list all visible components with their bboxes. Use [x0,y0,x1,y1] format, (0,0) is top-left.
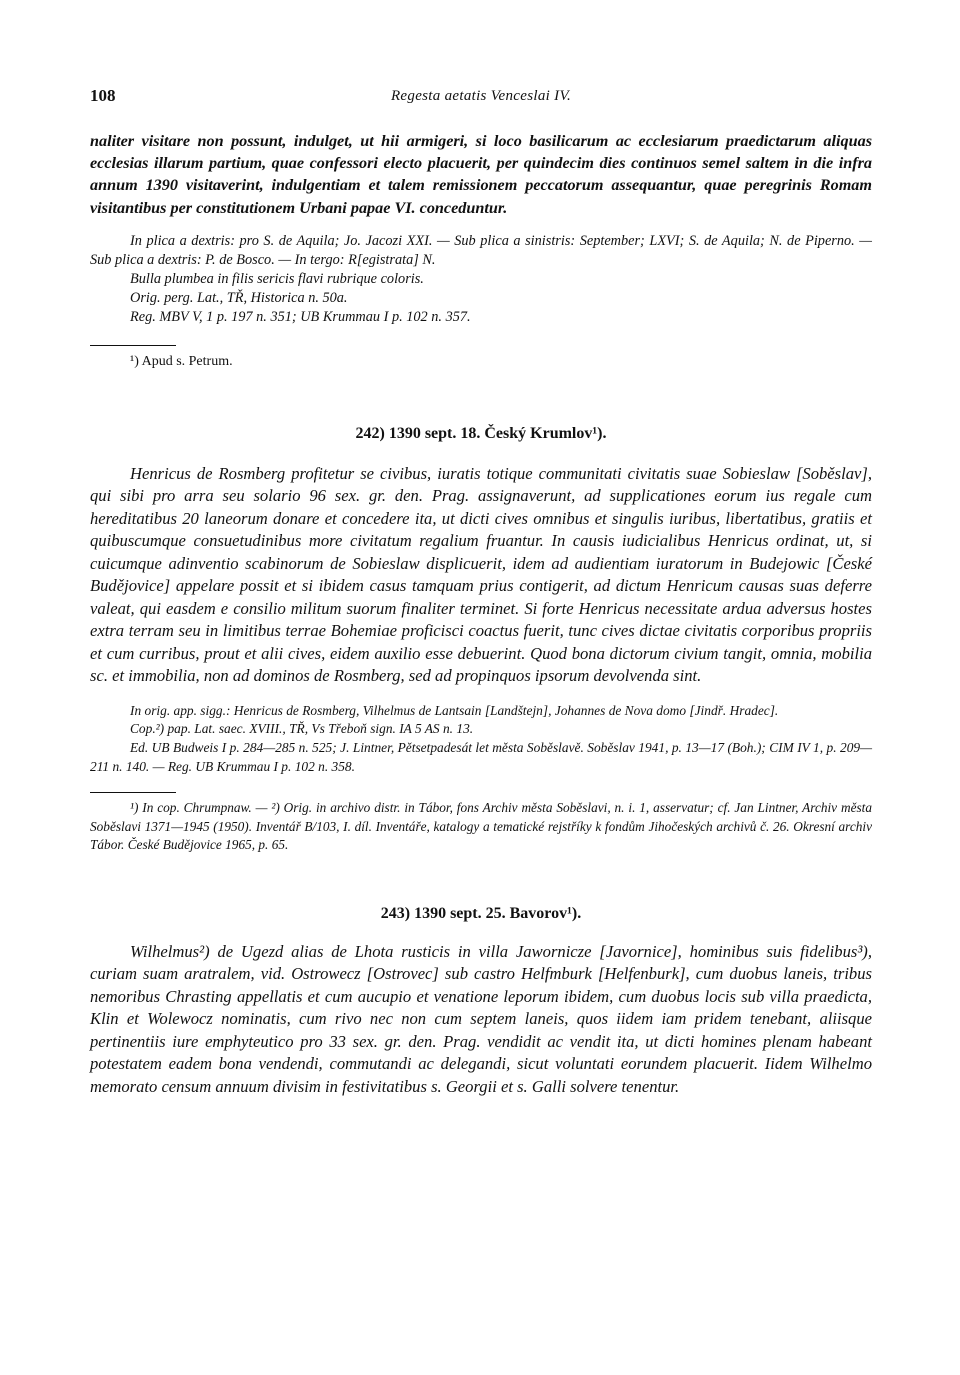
page-number: 108 [90,86,116,105]
document-heading-243: 243) 1390 sept. 25. Bavorov¹). [380,904,582,922]
page-header [90,86,872,116]
orig-seals-note: In orig. app. sigg.: Henricus de Rosmberg, Vilhelmus de Lantsain [Landštejn], Johannes de Nova domo [Jindř. Hradec]. [130,702,779,718]
reg-note: Reg. MBV V, 1 p. 197 n. 351; UB Krummau I p. 102 n. 357. [130,308,471,325]
document-heading-242: 242) 1390 sept. 18. Český Krumlov¹). [355,424,607,442]
footnotes-242: ¹) In cop. Chrumpnaw. — ²) Orig. in archivo distr. in Tábor, fons Archiv města Soběslavi, n. i. 1, asservatur; cf. Jan Lintner, Archiv města Soběslavi 1371—1945 (1950). Inventář B/103, I. díl. Inventáře, katalogy a tematické rejstříky k fondům Jihočeských archivů č. 26. Okresní archiv Tábor. České Budějovice 1965, p. 65. [90,800,872,853]
document-page [90,86,872,1098]
copy-note: Cop.²) pap. Lat. saec. XVIII., TŘ, Vs Třeboň sign. IA 5 AS n. 13. [130,721,474,737]
previous-document-sources [90,232,872,327]
edition-note: Ed. UB Budweis I p. 284—285 n. 525; J. Lintner, Pětsetpadesát let města Soběslavě. Soběslav 1941, p. 13—17 (Boh.); CIM IV 1, p. 209—211 n. 140. — Reg. UB Krummau I p. 102 n. 358. [90,740,872,774]
sources-242 [90,702,872,776]
regest-243: Wilhelmus²) de Ugezd alias de Lhota rusticis in villa Jawornicze [Javornice], hominibus suis fidelibus³), curiam suam aratralem, vid. Ostrowecz [Ostrovec] sub castro Helfmburk [Helfenburk], cum duobus laneis, tribus nemoribus Chrasting appellatis et cum aucupio et venatione leporum ibidem, cum duobus locis sub villa praedicta, Klin et Wolewocz nominatis, cum rivo nec non cum septem laneis, quos iidem iam pridem tenebant, aliisque pertinentiis iure emphyteutico pro 33 sex. gr. den. Prag. vendidit ac vendit ita, ut dicti homines plenam habeant potestatem eadem bona vendendi, commutandi ac delegandi, sicut voluntati eorundem placuerit. Iidem Wilhelmo memorato censum annuum divisim in festivitatibus s. Georgii et s. Galli solvere tenentur. [90,941,872,1096]
previous-document-continuation: naliter visitare non possunt, indulget, ut hii armigeri, si loco basilicarum ac ecclesiarum praedictarum aliquas ecclesias illarum partium, quae confessori electo placuerit, per quindecim dies continuos semel saltem in die infra annum 1390 visitaverint, indulgentiam et talem remissionem peccatorum assequantur, quae peregrinis Romam visitantibus per constitutionem Urbani papae VI. conceduntur. [90,132,872,217]
running-title: Regesta aetatis Venceslai IV. [390,88,572,104]
plica-notes: In plica a dextris: pro S. de Aquila; Jo. Jacozi XXI. — Sub plica a sinistris: September; LXVI; S. de Aquila; N. de Piperno. — Sub plica a dextris: P. de Bosco. — In tergo: R[egistrata] N. [90,232,872,268]
footnote-divider [90,345,176,346]
footnote-divider [90,792,176,793]
bulla-note: Bulla plumbea in filis sericis flavi rubrique coloris. [130,270,424,287]
footnote: ¹) Apud s. Petrum. [130,353,233,369]
orig-note: Orig. perg. Lat., TŘ, Historica n. 50a. [130,289,348,306]
regest-242: Henricus de Rosmberg profitetur se civibus, iuratis totique communitati civitatis suae Sobieslaw [Soběslav], qui sibi pro arra seu solario 96 sex. gr. den. Prag. assignaverunt, ad supplicationes eorum ius regale cum hereditatibus 20 laneorum donare et concedere ita, ut dicti cives omnibus et singulis iuribus, libertatibus, gratiis et quibuscumque consuetudinibus more civitatum regalium fruantur. In causis iudicialibus Henricus ordinat, ut, si cuicumque adinventio scabinorum de Sobieslaw displicuerit, idem ad audientiam iuratorum in Budejowic [České Budějovice] appelare possit et si ibidem casus tamquam prius contigerit, ad dictum Henricum causas suas deferre valeat, qui easdem e consilio militum suorum finaliter terminet. Si forte Henricus necessitate ardua adversus hostes extra terram seu in limitibus terrae Bohemiae proficisci coactus fuerit, tunc cives dictae civitatis corporibus propriis et cum curribus, prout et alii cives, eidem auxilio esse debuerint. Quod bona dictorum civium tangit, omnia, mobilia sc. et immobilia, non ad dominos de Rosmberg, sed ad propinquos ipsorum devolvenda sint. [90,463,872,686]
